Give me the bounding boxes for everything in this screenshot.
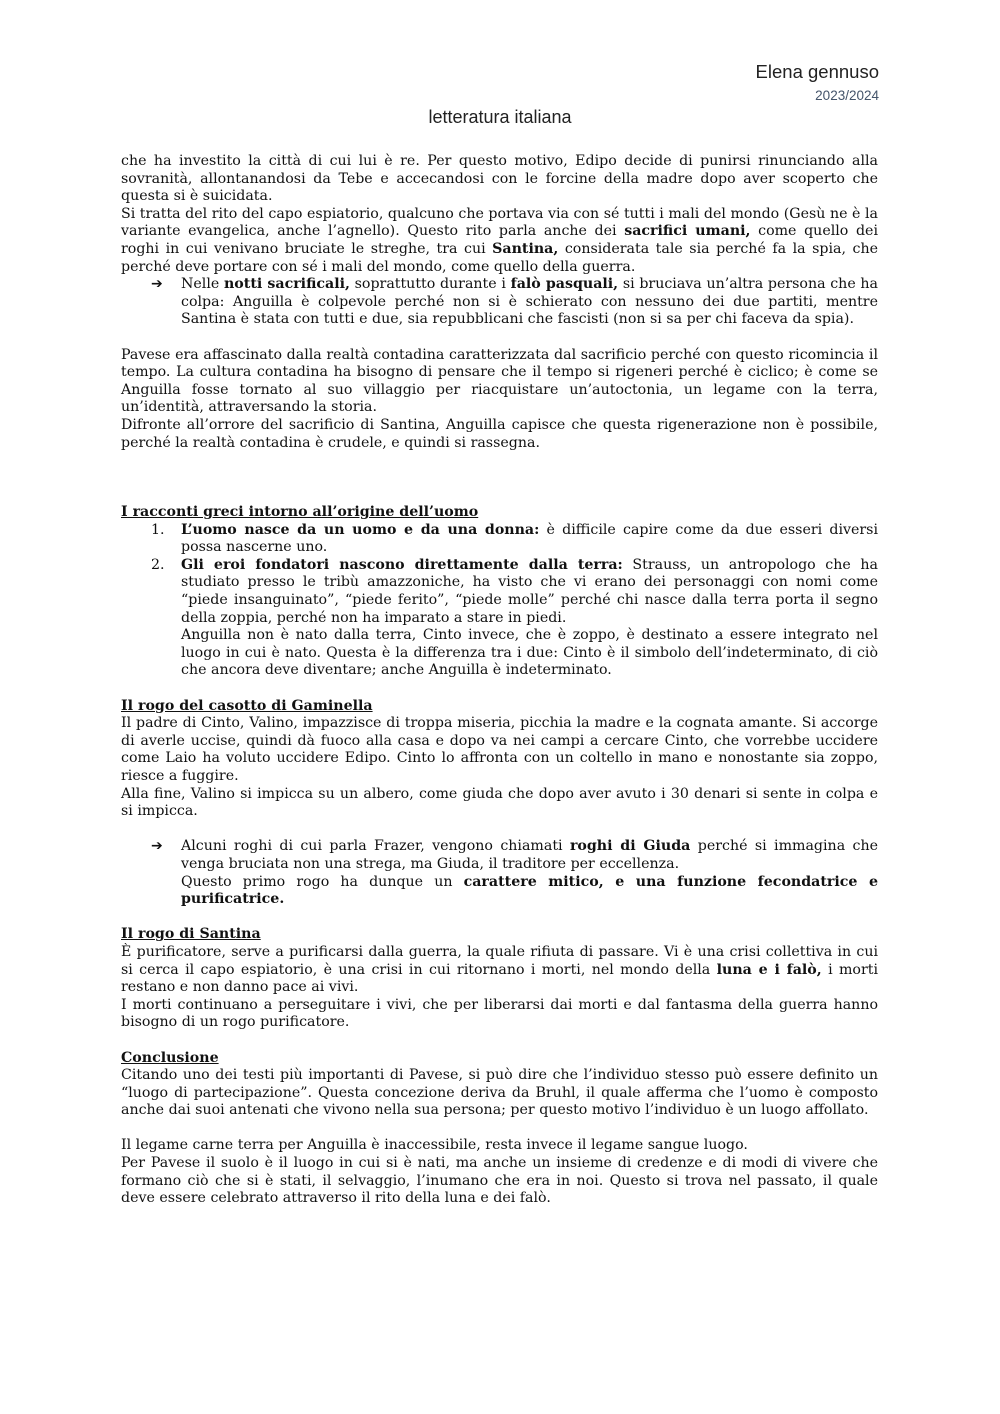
paragraph: Difronte all’orrore del sacrificio di Santina, Anguilla capisce che questa rigenerazione non è possibile, perché la realtà contadina è crudele, e quindi si rassegna. [121,416,878,451]
list-number: 2. [151,556,165,573]
arrow-bullet-icon: ➔ [151,276,163,293]
author-name: Elena gennuso [755,61,879,82]
paragraph: Si tratta del rito del capo espiatorio, qualcuno che portava via con sé tutti i mali del mondo (Gesù ne è la variante evangelica, anche l’agnello). Questo rito parla anche dei sacrifici umani, come quello dei roghi in cui venivano bruciate le streghe, tra cui Santina, considerata tale sia perché fa la spia, che perché deve portare con sé i mali del mondo, come quello della guerra. [121,205,878,275]
paragraph: che ha investito la città di cui lui è re. Per questo motivo, Edipo decide di punirsi rinunciando alla sovranità, allontanandosi da Tebe e accecandosi con le forcine della madre dopo aver scoperto che questa si è suicidata. [121,153,878,205]
paragraph: Citando uno dei testi più importanti di Pavese, si può dire che l’individuo stesso può essere definito un “luogo di partecipazione”. Questa concezione deriva da Bruhl, il quale afferma che l’uomo è composto anche dai suoi antenati che vivono nella sua persona; per questo motivo l’individuo è un luogo affollato. [121,1067,878,1119]
document-body [121,153,878,1208]
list-item: 1. L’uomo nasce da un uomo e da una donna: è difficile capire come da due esseri diversi possa nascerne uno. [121,522,878,557]
list-number: 1. [151,521,165,538]
paragraph: Il padre di Cinto, Valino, impazzisce di troppa miseria, picchia la madre e la cognata amante. Si accorge di averle uccise, quindi dà fuoco alla casa e dopo va nei campi a cercare Cinto, che vorrebbe uccidere come Laio ha voluto uccidere Edipo. Cinto lo affronta con un coltello in mano e nonostante sia zoppo, riesce a fuggire. [121,715,878,784]
section-heading: Conclusione [121,1049,219,1066]
arrow-bullet-icon: ➔ [151,838,163,855]
bullet-item: ➔ Nelle notti sacrificali, soprattutto durante i falò pasquali, si bruciava un’altra persona che ha colpa: Anguilla è colpevole perché non si è schierato con nessuno dei due partiti, mentre Santina è stata con tutti e due, sia repubblicani che fascisti (non si sa per chi faceva da spia). [121,276,878,329]
paragraph: È purificatore, serve a purificarsi dalla guerra, la quale rifiuta di passare. Vi è una crisi collettiva in cui si cerca il capo espiatorio, è una crisi in cui ritornano i morti, nel mondo della luna e i falò, i morti restano e non danno pace ai vivi. [121,943,878,996]
paragraph: Per Pavese il suolo è il luogo in cui si è nati, ma anche un insieme di credenze e di modi di vivere che formano ciò che si è stati, il selvaggio, l’inumano che era in noi. Questo si trova nel passato, il quale deve essere celebrato attraverso il rito della luna e dei falò. [121,1155,878,1207]
bullet-item: ➔ Alcuni roghi di cui parla Frazer, vengono chiamati roghi di Giuda perché si immagina che venga bruciata non una strega, ma Giuda, il traditore per eccellenza. Questo primo rogo ha dunque un carattere mitico, e una funzione fecondatrice e purificatrice. [121,838,878,908]
paragraph: Pavese era affascinato dalla realtà contadina caratterizzata dal sacrificio perché con questo ricomincia il tempo. La cultura contadina ha bisogno di pensare che il tempo si rigeneri perché è ciclico; è come se Anguilla fosse tornato al suo villaggio per riacquistare un’autoctonia, un legame con la terra, un’identità, attraversando la storia. [121,346,878,416]
paragraph: Il legame carne terra per Anguilla è inaccessibile, resta invece il legame sangue luogo. [121,1137,748,1154]
list-item: 2. Gli eroi fondatori nascono direttamente dalla terra: Strauss, un antropologo che ha studiato presso le tribù amazzoniche, ha visto che vi erano dei personaggi con nomi come “piede insanguinato”, “piede ferito”, “piede molle” perché chi nasce dalla terra porta il segno della zoppia, perché non ha imparato a stare in piedi. Anguilla non è nato dalla terra, Cinto invece, che è zoppo, è destinato a essere integrato nel luogo in cui è nato. Questa è la differenza tra i due: Cinto è il simbolo dell’indeterminato, di ciò che ancora deve diventare; anche Anguilla è indeterminato. [121,557,878,680]
paragraph: Alla fine, Valino si impicca su un albero, come giuda che dopo aver avuto i 30 denari si sente in colpa e si impicca. [121,785,878,820]
academic-year: 2023/2024 [815,88,879,103]
section-heading: Il rogo di Santina [121,926,261,943]
paragraph: I morti continuano a perseguitare i vivi, che per liberarsi dai morti e dal fantasma della guerra hanno bisogno di un rogo purificatore. [121,996,878,1031]
section-heading: I racconti greci intorno all’origine dell’uomo [121,504,479,521]
document-title: letteratura italiana [428,107,572,127]
section-heading: Il rogo del casotto di Gaminella [121,697,373,714]
